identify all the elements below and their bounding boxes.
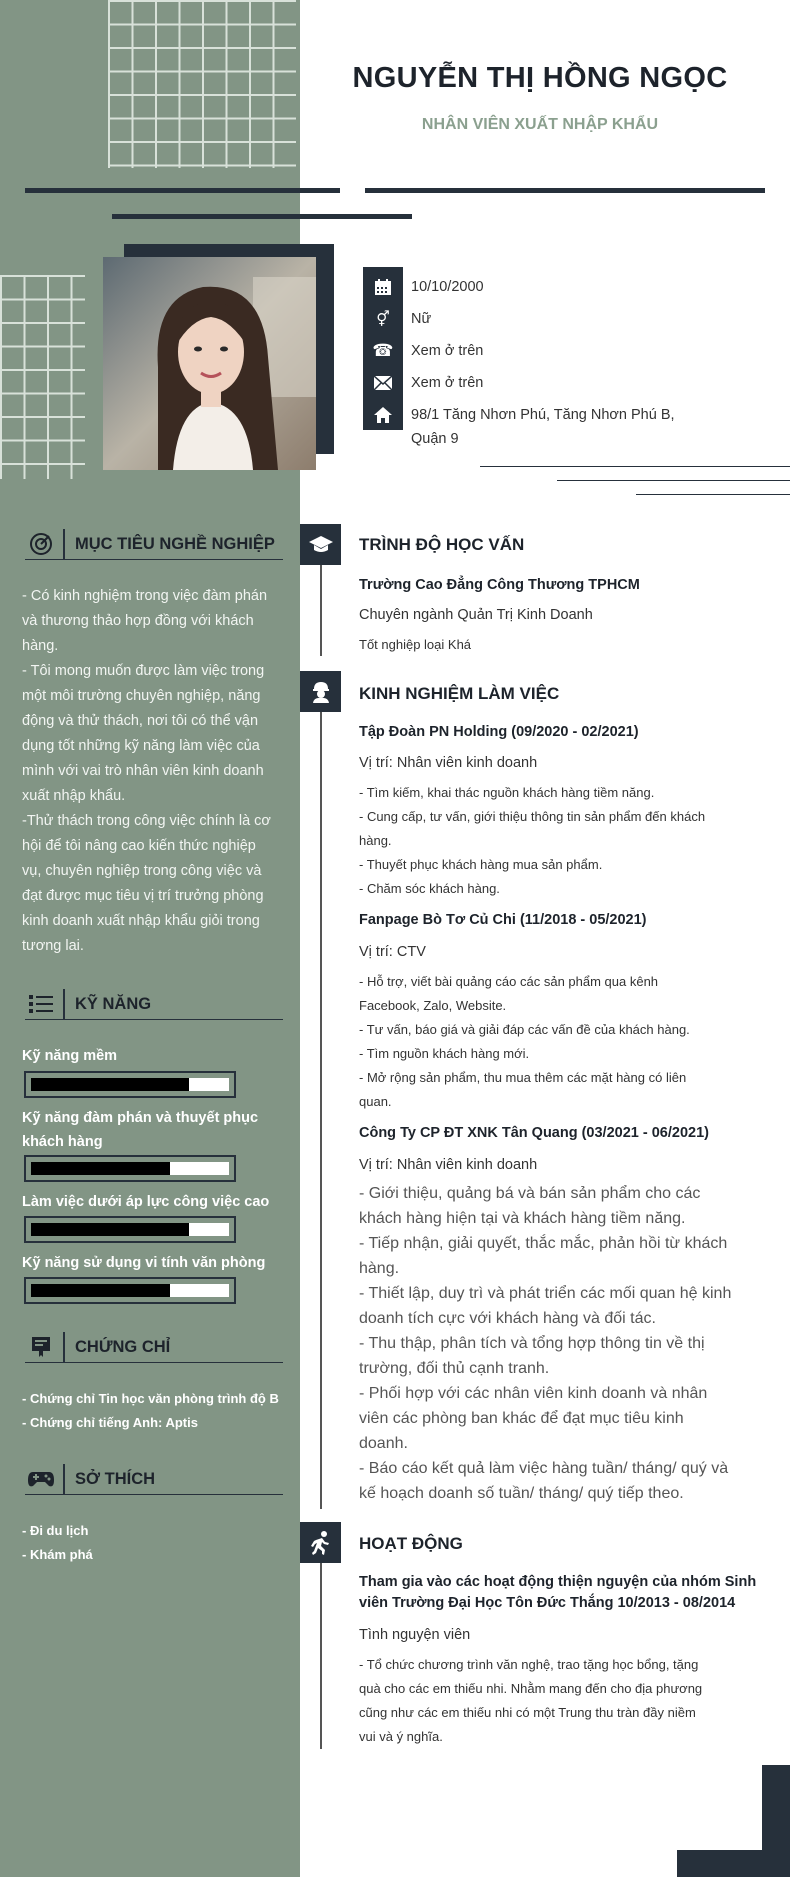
objective-line: xuất nhập khẩu.: [22, 788, 126, 804]
activity-line: vui và ý nghĩa.: [359, 1729, 443, 1744]
job-line: - Tiếp nhận, giải quyết, thắc mắc, phản hồi từ khách: [359, 1235, 728, 1252]
hobby-item: - Khám phá: [22, 1547, 93, 1562]
candidate-name: NGUYỄN THỊ HỒNG NGỌC: [352, 62, 728, 94]
skill-label: Kỹ năng sử dụng vi tính văn phòng: [22, 1255, 266, 1271]
certificate-item: - Chứng chỉ tiếng Anh: Aptis: [22, 1415, 198, 1430]
skill-label-line2: khách hàng: [22, 1134, 103, 1150]
activities-timeline: [320, 1561, 322, 1749]
job-line: hàng.: [359, 1260, 400, 1277]
gender-text: Nữ: [411, 311, 432, 327]
heading-divider: [63, 1464, 65, 1494]
gender-icon: ⚥: [376, 311, 390, 328]
job-description: [359, 781, 739, 901]
header-rule-lower: [112, 214, 412, 219]
skill-level-bar: [24, 1071, 236, 1098]
phone-icon: ☎: [372, 341, 394, 360]
job-line: hàng.: [359, 833, 392, 848]
objective-heading: [25, 528, 275, 560]
experience-timeline: [320, 685, 322, 1509]
objective-line: -Thử thách trong công việc chính là cơ: [22, 813, 271, 829]
address-text-line2: Quận 9: [411, 431, 459, 447]
skill-level-bar: [24, 1216, 236, 1243]
activity-line: - Tổ chức chương trình văn nghệ, trao tặng học bổng, tặng: [359, 1657, 699, 1672]
objective-line: - Tôi mong muốn được làm việc trong: [22, 663, 265, 679]
corner-decoration-horizontal: [677, 1850, 790, 1877]
job-line: - Chăm sóc khách hàng.: [359, 881, 500, 896]
activity-org-line: viên Trường Đại Học Tôn Đức Thắng 10/2013 - 08/2014: [359, 1595, 736, 1611]
skill-level-bar: [24, 1277, 236, 1304]
job-description: [359, 970, 739, 1114]
certificate-item: - Chứng chỉ Tin học văn phòng trình độ B: [22, 1391, 279, 1406]
job-company: Fanpage Bò Tơ Củ Chi (11/2018 - 05/2021): [359, 912, 647, 928]
skills-heading: [25, 988, 151, 1020]
job-position: Vị trí: Nhân viên kinh doanh: [359, 1157, 538, 1173]
objective-line: động và thử thách, nơi tôi có thể vận: [22, 713, 259, 729]
contact-rule-1: [480, 466, 790, 467]
gamepad-icon: [25, 1463, 57, 1495]
address-text: 98/1 Tăng Nhơn Phú, Tăng Nhơn Phú B,: [411, 407, 675, 423]
contact-rule-2: [557, 480, 790, 481]
job-line: - Tìm kiếm, khai thác nguồn khách hàng tiềm năng.: [359, 785, 655, 800]
job-description: [359, 1181, 744, 1506]
education-major: Chuyên ngành Quản Trị Kinh Doanh: [359, 607, 593, 623]
job-line: - Cung cấp, tư vấn, giới thiệu thông tin sản phẩm đến khách: [359, 809, 706, 824]
activity-org: [359, 1572, 759, 1614]
worker-icon: [300, 671, 341, 712]
runner-icon: [300, 1522, 341, 1563]
job-line: - Thiết lập, duy trì và phát triển các mối quan hệ kinh: [359, 1285, 732, 1302]
job-line: khách hàng hiện tại và khách hàng tiềm năng.: [359, 1210, 686, 1227]
home-icon: [363, 403, 403, 427]
job-line: doanh.: [359, 1435, 408, 1452]
objective-line: hàng.: [22, 638, 59, 654]
job-line: - Báo cáo kết quả làm việc hàng tuần/ tháng/ quý và: [359, 1460, 729, 1477]
skill-level-fill: [31, 1223, 189, 1236]
activity-line: cũng như các em thiếu nhi có một Trung thu tràn đầy niềm: [359, 1705, 696, 1720]
job-line: - Hỗ trợ, viết bài quảng cáo các sản phẩm qua kênh: [359, 974, 659, 989]
activities-title: HOẠT ĐỘNG: [359, 1534, 463, 1553]
job-position: Vị trí: CTV: [359, 944, 426, 960]
objective-title: MỤC TIÊU NGHỀ NGHIỆP: [75, 534, 275, 553]
objective-line: tương lai.: [22, 938, 84, 954]
phone-text: Xem ở trên: [411, 343, 484, 359]
objective-line: và thương thảo hợp đồng với khách: [22, 613, 254, 629]
hobby-item: - Đi du lịch: [22, 1523, 89, 1538]
education-school: Trường Cao Đẳng Công Thương TPHCM: [359, 577, 640, 593]
job-line: viên các phòng ban khác để đạt mục tiêu kinh: [359, 1410, 684, 1427]
hobbies-title: SỞ THÍCH: [75, 1469, 156, 1488]
education-grade: Tốt nghiệp loại Khá: [359, 637, 472, 652]
header-rule-left: [25, 188, 340, 193]
target-icon: [25, 528, 57, 560]
objective-line: đạt được mục tiêu vị trí trưởng phòng: [22, 888, 264, 904]
hobbies-heading: [25, 1463, 155, 1495]
certificates-heading: [25, 1331, 170, 1363]
email-text: Xem ở trên: [411, 375, 484, 391]
heading-divider: [63, 1332, 65, 1362]
decorative-grid-left: [0, 275, 85, 479]
skill-label: Kỹ năng mềm: [22, 1048, 118, 1064]
skill-level-fill: [31, 1162, 170, 1175]
job-title: NHÂN VIÊN XUẤT NHẬP KHẨU: [421, 116, 659, 133]
heading-divider: [63, 529, 65, 559]
calendar-icon: [363, 275, 403, 299]
job-line: - Phối hợp với các nhân viên kinh doanh và nhân: [359, 1385, 708, 1402]
job-line: kế hoạch doanh số tuần/ tháng/ quý tiếp theo.: [359, 1485, 684, 1502]
activity-line: quà cho các em thiếu nhi. Nhằm mang đến cho địa phương: [359, 1681, 703, 1696]
heading-divider: [63, 989, 65, 1019]
job-line: quan.: [359, 1094, 392, 1109]
job-line: Facebook, Zalo, Website.: [359, 998, 507, 1013]
objective-text: [22, 584, 284, 959]
job-company: Tập Đoàn PN Holding (09/2020 - 02/2021): [359, 724, 639, 740]
objective-underline: [25, 559, 283, 560]
hobbies-underline: [25, 1494, 283, 1495]
decorative-grid-top: [108, 0, 296, 168]
job-line: trường, đối thủ cạnh tranh.: [359, 1360, 550, 1377]
job-line: - Thuyết phục khách hàng mua sản phẩm.: [359, 857, 603, 872]
skill-level-fill: [31, 1284, 170, 1297]
header-rule-right: [365, 188, 765, 193]
graduation-cap-icon: [300, 524, 341, 565]
job-line: - Tìm nguồn khách hàng mới.: [359, 1046, 530, 1061]
job-line: - Mở rộng sản phẩm, thu mua thêm các mặt hàng có liên: [359, 1070, 687, 1085]
objective-line: một môi trường chuyên nghiệp, năng: [22, 688, 261, 704]
objective-line: hội để tôi nâng cao kiến thức nghiệp: [22, 838, 256, 854]
certificate-list: [22, 1387, 279, 1435]
contact-rule-3: [636, 494, 790, 495]
job-line: - Giới thiệu, quảng bá và bán sản phẩm cho các: [359, 1185, 701, 1202]
skills-title: KỸ NĂNG: [75, 994, 152, 1013]
certificates-underline: [25, 1362, 283, 1363]
list-icon: [25, 988, 57, 1020]
job-line: - Tư vấn, báo giá và giải đáp các vấn đề của khách hàng.: [359, 1022, 690, 1037]
skills-underline: [25, 1019, 283, 1020]
activity-org-line: Tham gia vào các hoạt động thiện nguyện của nhóm Sinh: [359, 1574, 757, 1590]
skill-level-fill: [31, 1078, 189, 1091]
job-position: Vị trí: Nhân viên kinh doanh: [359, 755, 538, 771]
experience-title: KINH NGHIỆM LÀM VIỆC: [359, 684, 560, 703]
birthdate-text: 10/10/2000: [411, 279, 484, 295]
activity-role: Tình nguyện viên: [359, 1627, 471, 1643]
skill-label: Kỹ năng đàm phán và thuyết phục: [22, 1110, 259, 1126]
hobby-list: [22, 1519, 93, 1567]
objective-line: - Có kinh nghiệm trong việc đàm phán: [22, 588, 268, 604]
objective-line: mình với vai trò nhân viên kinh doanh: [22, 763, 264, 779]
job-line: - Thu thập, phân tích và tổng hợp thông tin về thị: [359, 1335, 705, 1352]
profile-photo: [103, 257, 316, 470]
objective-line: dụng tốt những kỹ năng làm việc của: [22, 738, 260, 754]
objective-line: kinh doanh xuất nhập khẩu giỏi trong: [22, 913, 260, 929]
email-icon: [363, 371, 403, 395]
education-title: TRÌNH ĐỘ HỌC VẤN: [359, 535, 525, 554]
skill-label: Làm việc dưới áp lực công việc cao: [22, 1194, 270, 1210]
objective-line: vụ, chuyên nghiệp trong công việc và: [22, 863, 262, 879]
job-company: Công Ty CP ĐT XNK Tân Quang (03/2021 - 06/2021): [359, 1125, 709, 1141]
certificate-icon: [25, 1331, 57, 1363]
job-line: doanh tích cực với khách hàng và đối tác.: [359, 1310, 656, 1327]
contact-icon-bar: [363, 267, 403, 430]
certificates-title: CHỨNG CHỈ: [75, 1337, 171, 1356]
activity-description: [359, 1653, 739, 1749]
skill-level-bar: [24, 1155, 236, 1182]
